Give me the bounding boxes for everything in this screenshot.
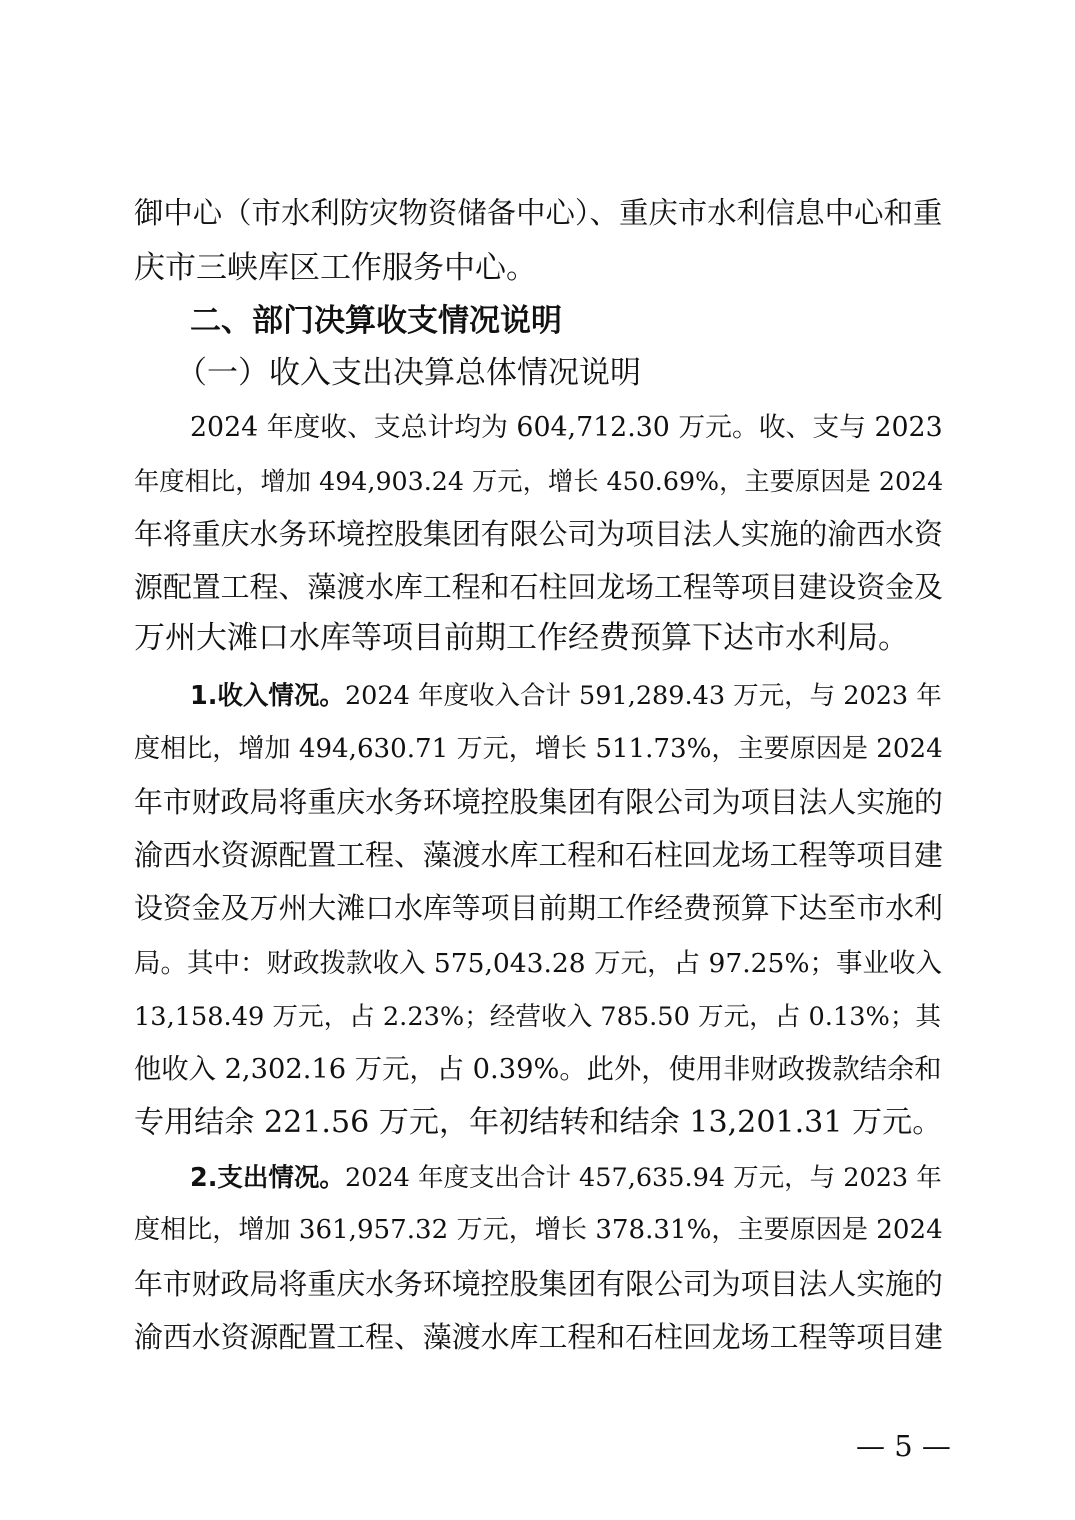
- line-text: 年将重庆水务环境控股集团有限公司为项目法人实施的渝西水资: [134, 517, 943, 551]
- section-heading: [0, 296, 1075, 346]
- income-lead: 1.收入情况。: [190, 681, 345, 711]
- text-line: [0, 830, 1075, 880]
- paragraph-first-line: [0, 1153, 1075, 1203]
- text-line: [0, 883, 1075, 933]
- line-text: 源配置工程、藻渡水库工程和石柱回龙场工程等项目建设资金及: [134, 570, 943, 604]
- line-text: 庆市三峡库区工作服务中心。: [134, 250, 537, 286]
- line-text: 度相比，增加 494,630.71 万元，增长 511.73%，主要原因是 2024: [134, 734, 943, 764]
- line-text: 设资金及万州大滩口水库等项目前期工作经费预算下达至市水利: [134, 891, 943, 925]
- line-text: 御中心（市水利防灾物资储备中心）、重庆市水利信息中心和重: [134, 196, 943, 230]
- text-line: [0, 457, 1075, 507]
- text-line: [0, 509, 1075, 559]
- text-line: [0, 613, 1075, 663]
- text-line: [0, 1205, 1075, 1255]
- text-line: [0, 1312, 1075, 1362]
- text-line: [0, 777, 1075, 827]
- paragraph-first-line: [0, 671, 1075, 721]
- section-heading-text: 二、部门决算收支情况说明: [190, 303, 562, 339]
- text-line: [0, 939, 1075, 989]
- line-text: 专用结余 221.56 万元，年初结转和结余 13,201.31 万元。: [134, 1105, 943, 1140]
- line-text: 渝西水资源配置工程、藻渡水库工程和石柱回龙场工程等项目建: [134, 838, 943, 872]
- page-number: — 5 —: [856, 1429, 951, 1463]
- text-line: [0, 562, 1075, 612]
- line-text: 局。其中：财政拨款收入 575,043.28 万元，占 97.25%；事业收入: [134, 948, 943, 979]
- line-text: 他收入 2,302.16 万元，占 0.39%。此外，使用非财政拨款结余和: [134, 1054, 942, 1085]
- line-text: 2024 年度收入合计 591,289.43 万元，与 2023 年: [344, 681, 942, 711]
- text-line: [0, 1259, 1075, 1309]
- line-text: 年市财政局将重庆水务环境控股集团有限公司为项目法人实施的: [134, 1267, 943, 1301]
- subsection-heading: [0, 348, 1075, 398]
- line-text: 渝西水资源配置工程、藻渡水库工程和石柱回龙场工程等项目建: [134, 1320, 943, 1354]
- text-line: [0, 992, 1075, 1042]
- paragraph-first-line: [0, 403, 1075, 453]
- line-text: 13,158.49 万元，占 2.23%；经营收入 785.50 万元，占 0.13%；其: [134, 1002, 942, 1032]
- expenditure-lead: 2.支出情况。: [190, 1163, 345, 1193]
- line-text: 万州大滩口水库等项目前期工作经费预算下达市水利局。: [134, 620, 909, 656]
- line-text: 度相比，增加 361,957.32 万元，增长 378.31%，主要原因是 2024: [134, 1215, 943, 1245]
- line-text: 年度相比，增加 494,903.24 万元，增长 450.69%，主要原因是 2024: [134, 467, 944, 496]
- line-text: 2024 年度收、支总计均为 604,712.30 万元。收、支与 2023: [190, 412, 943, 443]
- text-line: [0, 243, 1075, 293]
- line-text: 2024 年度支出合计 457,635.94 万元，与 2023 年: [344, 1163, 942, 1193]
- text-line: [0, 1045, 1075, 1095]
- text-line: [0, 188, 1075, 238]
- text-line: [0, 724, 1075, 774]
- line-text: 年市财政局将重庆水务环境控股集团有限公司为项目法人实施的: [134, 785, 943, 819]
- subsection-heading-text: （一）收入支出决算总体情况说明: [176, 355, 641, 391]
- text-line: [0, 1098, 1075, 1148]
